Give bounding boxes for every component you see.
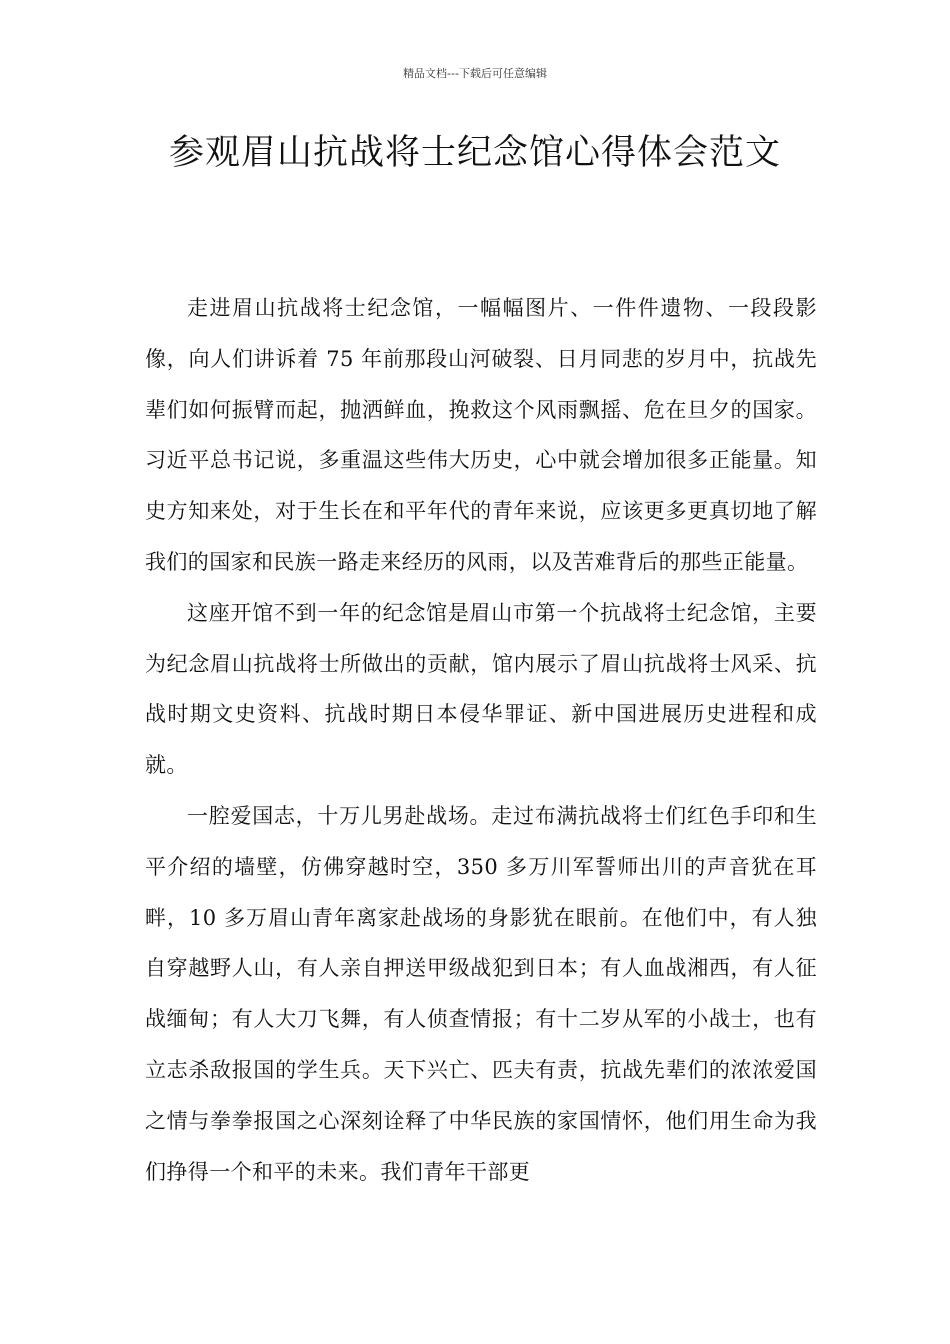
document-body — [145, 283, 817, 1197]
paragraph-2: 这座开馆不到一年的纪念馆是眉山市第一个抗战将士纪念馆，主要为纪念眉山抗战将士所做出的贡献，馆内展示了眉山抗战将士风采、抗战时期文史资料、抗战时期日本侵华罪证、新中国进展历史进程和成就。 — [145, 600, 817, 778]
paragraph-3: 一腔爱国志，十万儿男赴战场。走过布满抗战将士们红色手印和生平介绍的墙壁，仿佛穿越时空，350 多万川军誓师出川的声音犹在耳畔，10 多万眉山青年离家赴战场的身影犹在眼前。在他们中，有人独自穿越野人山，有人亲自押送甲级战犯到日本；有人血战湘西，有人征战缅甸；有人大刀飞舞，有人侦查情报；有十二岁从军的小战士，也有立志杀敌报国的学生兵。天下兴亡、匹夫有责，抗战先辈们的浓浓爱国之情与拳拳报国之心深刻诠释了中华民族的家国情怀，他们用生命为我们挣得一个和平的未来。我们青年干部更 — [145, 803, 817, 1184]
paragraph-1: 走进眉山抗战将士纪念馆，一幅幅图片、一件件遗物、一段段影像，向人们讲诉着 75 年前那段山河破裂、日月同悲的岁月中，抗战先辈们如何振臂而起，抛洒鲜血，挽救这个风雨飘摇、危在旦夕的国家。习近平总书记说，多重温这些伟大历史，心中就会增加很多正能量。知史方知来处，对于生长在和平年代的青年来说，应该更多更真切地了解我们的国家和民族一路走来经历的风雨，以及苦难背后的那些正能量。 — [145, 296, 817, 574]
header-note: 精品文档---下载后可任意编辑 — [403, 67, 547, 80]
document-title: 参观眉山抗战将士纪念馆心得体会范文 — [168, 133, 781, 173]
